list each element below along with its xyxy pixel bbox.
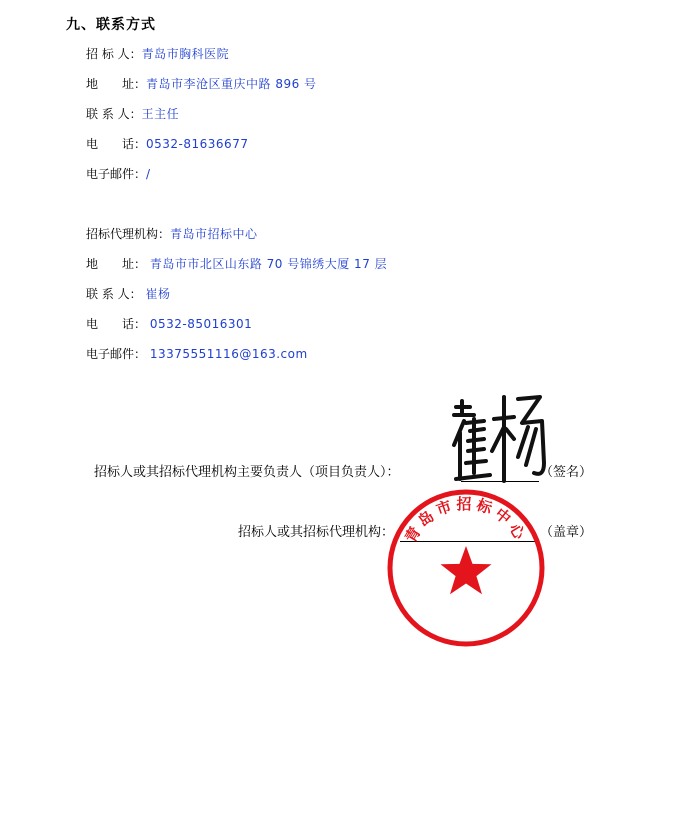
- tenderer-email-row: [86, 165, 151, 183]
- official-seal-stamp: [385, 487, 547, 649]
- org-seal-label: 招标人或其招标代理机构：: [238, 525, 395, 540]
- tenderer-phone-label: 电 话：: [86, 137, 147, 151]
- tenderer-name-label: 招 标 人：: [86, 47, 142, 61]
- signature-suffix: （签名）: [540, 465, 593, 480]
- tenderer-phone-row: [86, 135, 248, 153]
- agency-name-label: 招标代理机构：: [86, 227, 171, 241]
- person-signature-label: 招标人或其招标代理机构主要负责人（项目负责人）：: [94, 465, 400, 480]
- agency-name-row: [86, 225, 258, 243]
- tenderer-name-value: 青岛市胸科医院: [141, 47, 230, 61]
- agency-email-value: 13375551116@163.com: [149, 347, 308, 361]
- tenderer-phone-value: 0532-81636677: [146, 137, 249, 151]
- tenderer-contact-value: 王主任: [141, 107, 180, 121]
- agency-contact-row: [86, 285, 170, 303]
- agency-phone-value: 0532-85016301: [149, 317, 253, 331]
- handwritten-signature: [448, 393, 548, 485]
- agency-contact-label: 联 系 人：: [86, 287, 142, 301]
- agency-email-row: [86, 345, 308, 363]
- tenderer-address-row: [86, 75, 317, 93]
- seal-suffix: （盖章）: [540, 525, 593, 540]
- tenderer-contact-label: 联 系 人：: [86, 107, 142, 121]
- agency-name-value: 青岛市招标中心: [170, 227, 258, 241]
- tenderer-email-label: 电子邮件：: [86, 167, 147, 181]
- agency-email-label: 电子邮件：: [86, 347, 147, 361]
- tenderer-address-label: 地 址：: [86, 77, 147, 91]
- agency-phone-label: 电 话：: [86, 317, 147, 331]
- tenderer-email-value: /: [146, 167, 151, 181]
- stamp-text: 青岛市招标中心: [401, 494, 531, 546]
- tenderer-address-value: 青岛市李沧区重庆中路 896 号: [146, 77, 317, 91]
- agency-address-row: [86, 255, 387, 273]
- agency-address-label: 地 址：: [86, 257, 147, 271]
- agency-address-value: 青岛市市北区山东路 70 号锦绣大厦 17 层: [149, 257, 388, 271]
- agency-contact-value: 崔杨: [145, 287, 171, 301]
- tenderer-contact-row: [86, 105, 179, 123]
- tenderer-name-row: [86, 45, 229, 63]
- agency-phone-row: [86, 315, 252, 333]
- section-heading: 九、联系方式: [66, 17, 156, 33]
- star-icon: [441, 546, 492, 594]
